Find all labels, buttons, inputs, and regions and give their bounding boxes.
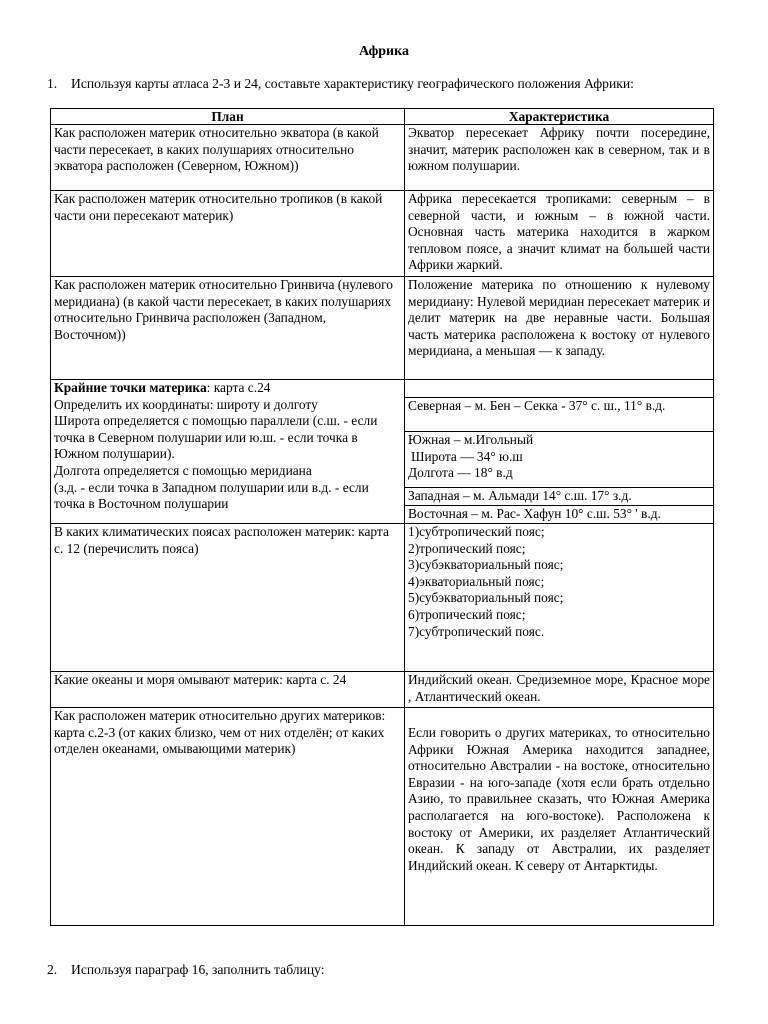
plan-cell: Как расположен материк относительно экватора (в какой части пересекает, в каких полушариях относительно экватора расположен (Северном, Южном)) xyxy=(51,125,405,191)
plan-line: Определить их координаты: широту и долготу xyxy=(54,396,318,412)
task-2 xyxy=(47,962,325,979)
answer-cell: Экватор пересекает Африку почти посередине, значит, материк расположен как в северном, так и в южном полушарии. xyxy=(405,125,714,191)
east-point-cell: Восточная – м. Рас- Хафун 10° с.ш. 53° ' в.д. xyxy=(405,506,714,524)
belt-item: 5)субэкваториальный пояс; xyxy=(408,590,564,606)
table-row xyxy=(51,277,714,380)
belt-item: 6)тропический пояс; xyxy=(408,606,526,622)
geography-table xyxy=(50,108,714,926)
extreme-points-heading: Крайние точки материка xyxy=(54,380,207,395)
empty-answer-cell xyxy=(405,380,714,398)
belt-item: 3)субэкваториальный пояс; xyxy=(408,557,564,573)
table-row xyxy=(51,380,714,398)
task-1-number: 1. xyxy=(47,76,58,91)
table-row xyxy=(51,125,714,191)
plan-line: Долгота определяется с помощью меридиана xyxy=(54,462,312,478)
header-characteristic: Характеристика xyxy=(405,109,714,125)
table-row xyxy=(51,708,714,926)
table-row xyxy=(51,672,714,708)
south-point-longitude: Долгота — 18° в.д xyxy=(408,465,513,481)
belt-item: 1)субтропический пояс; xyxy=(408,524,545,539)
task-2-number: 2. xyxy=(47,962,58,977)
plan-cell: В каких климатических поясах расположен материк: карта с. 12 (перечислить пояса) xyxy=(51,524,405,672)
table-row xyxy=(51,524,714,672)
task-1-text: Используя карты атласа 2-3 и 24, составьте характеристику географического положения Африки: xyxy=(71,76,634,91)
table-header-row xyxy=(51,109,714,125)
plan-cell: Как расположен материк относительно тропиков (в какой части они пересекают материк) xyxy=(51,191,405,277)
extreme-points-map: : карта с.24 xyxy=(206,380,271,395)
plan-cell: Как расположен материк относительно других материков: карта с.2-3 (от каких близко, чем от них отделён; от каких отделен океанами, омывающими материк) xyxy=(51,708,405,926)
south-point-latitude: Широта — 34° ю.ш xyxy=(411,448,523,464)
south-point-cell xyxy=(405,432,714,488)
table-row xyxy=(51,191,714,277)
south-point-name: Южная – м.Игольный xyxy=(408,432,534,447)
answer-cell: Положение материка по отношению к нулевому меридиану: Нулевой меридиан пересекает материк и делит материк на две неравные части. Большая часть материка расположена к востоку от нулевого меридиана, а меньшая — к западу. xyxy=(405,277,714,380)
document-title: Африка xyxy=(359,44,409,59)
west-point-cell: Западная – м. Альмади 14° с.ш. 17° з.д. xyxy=(405,488,714,506)
belt-item: 7)субтропический пояс. xyxy=(408,623,545,639)
climate-belts-cell xyxy=(405,524,714,672)
answer-cell: Если говорить о других материках, то относительно Африки Южная Америка находится западнее, относительно Австралии - на востоке, относительно Евразии - на юго-западе (хотя если брать отдельно Азию, то правильнее сказать, что Южная Америка располагается на юго-востоке). Расположена к востоку от Америки, их разделяет Атлантический океан. К западу от Австралии, их разделяет Индийский океан. К северу от Антарктиды. xyxy=(405,708,714,926)
task-2-text: Используя параграф 16, заполнить таблицу: xyxy=(71,962,325,977)
header-plan: План xyxy=(51,109,405,125)
belt-item: 4)экваториальный пояс; xyxy=(408,573,545,589)
answer-cell: Индийский океан. Средиземное море, Красное море , Атлантический океан. xyxy=(405,672,714,708)
belt-item: 2)тропический пояс; xyxy=(408,540,526,556)
task-1 xyxy=(47,76,634,93)
plan-cell: Как расположен материк относительно Гринвича (нулевого меридиана) (в какой части пересекает, в каких полушариях относительно Гринвича расположен (Западном, Восточном)) xyxy=(51,277,405,380)
plan-line: Широта определяется с помощью параллели (с.ш. - если точка в Северном полушарии или ю.ш. - если точка в Южном полушарии). xyxy=(54,413,378,462)
plan-cell: Какие океаны и моря омывают материк: карта с. 24 xyxy=(51,672,405,708)
plan-cell-extreme-points xyxy=(51,380,405,524)
north-point-cell: Северная – м. Бен – Секка - 37° с. ш., 11° в.д. xyxy=(405,398,714,432)
plan-line: (з.д. - если точка в Западном полушарии или в.д. - если точка в Восточном полушарии xyxy=(54,479,369,512)
answer-cell: Африка пересекается тропиками: северным – в северной части, и южным – в южной части. Основная часть материка находится в жарком тепловом поясе, а значит климат на большей части Африки жаркий. xyxy=(405,191,714,277)
